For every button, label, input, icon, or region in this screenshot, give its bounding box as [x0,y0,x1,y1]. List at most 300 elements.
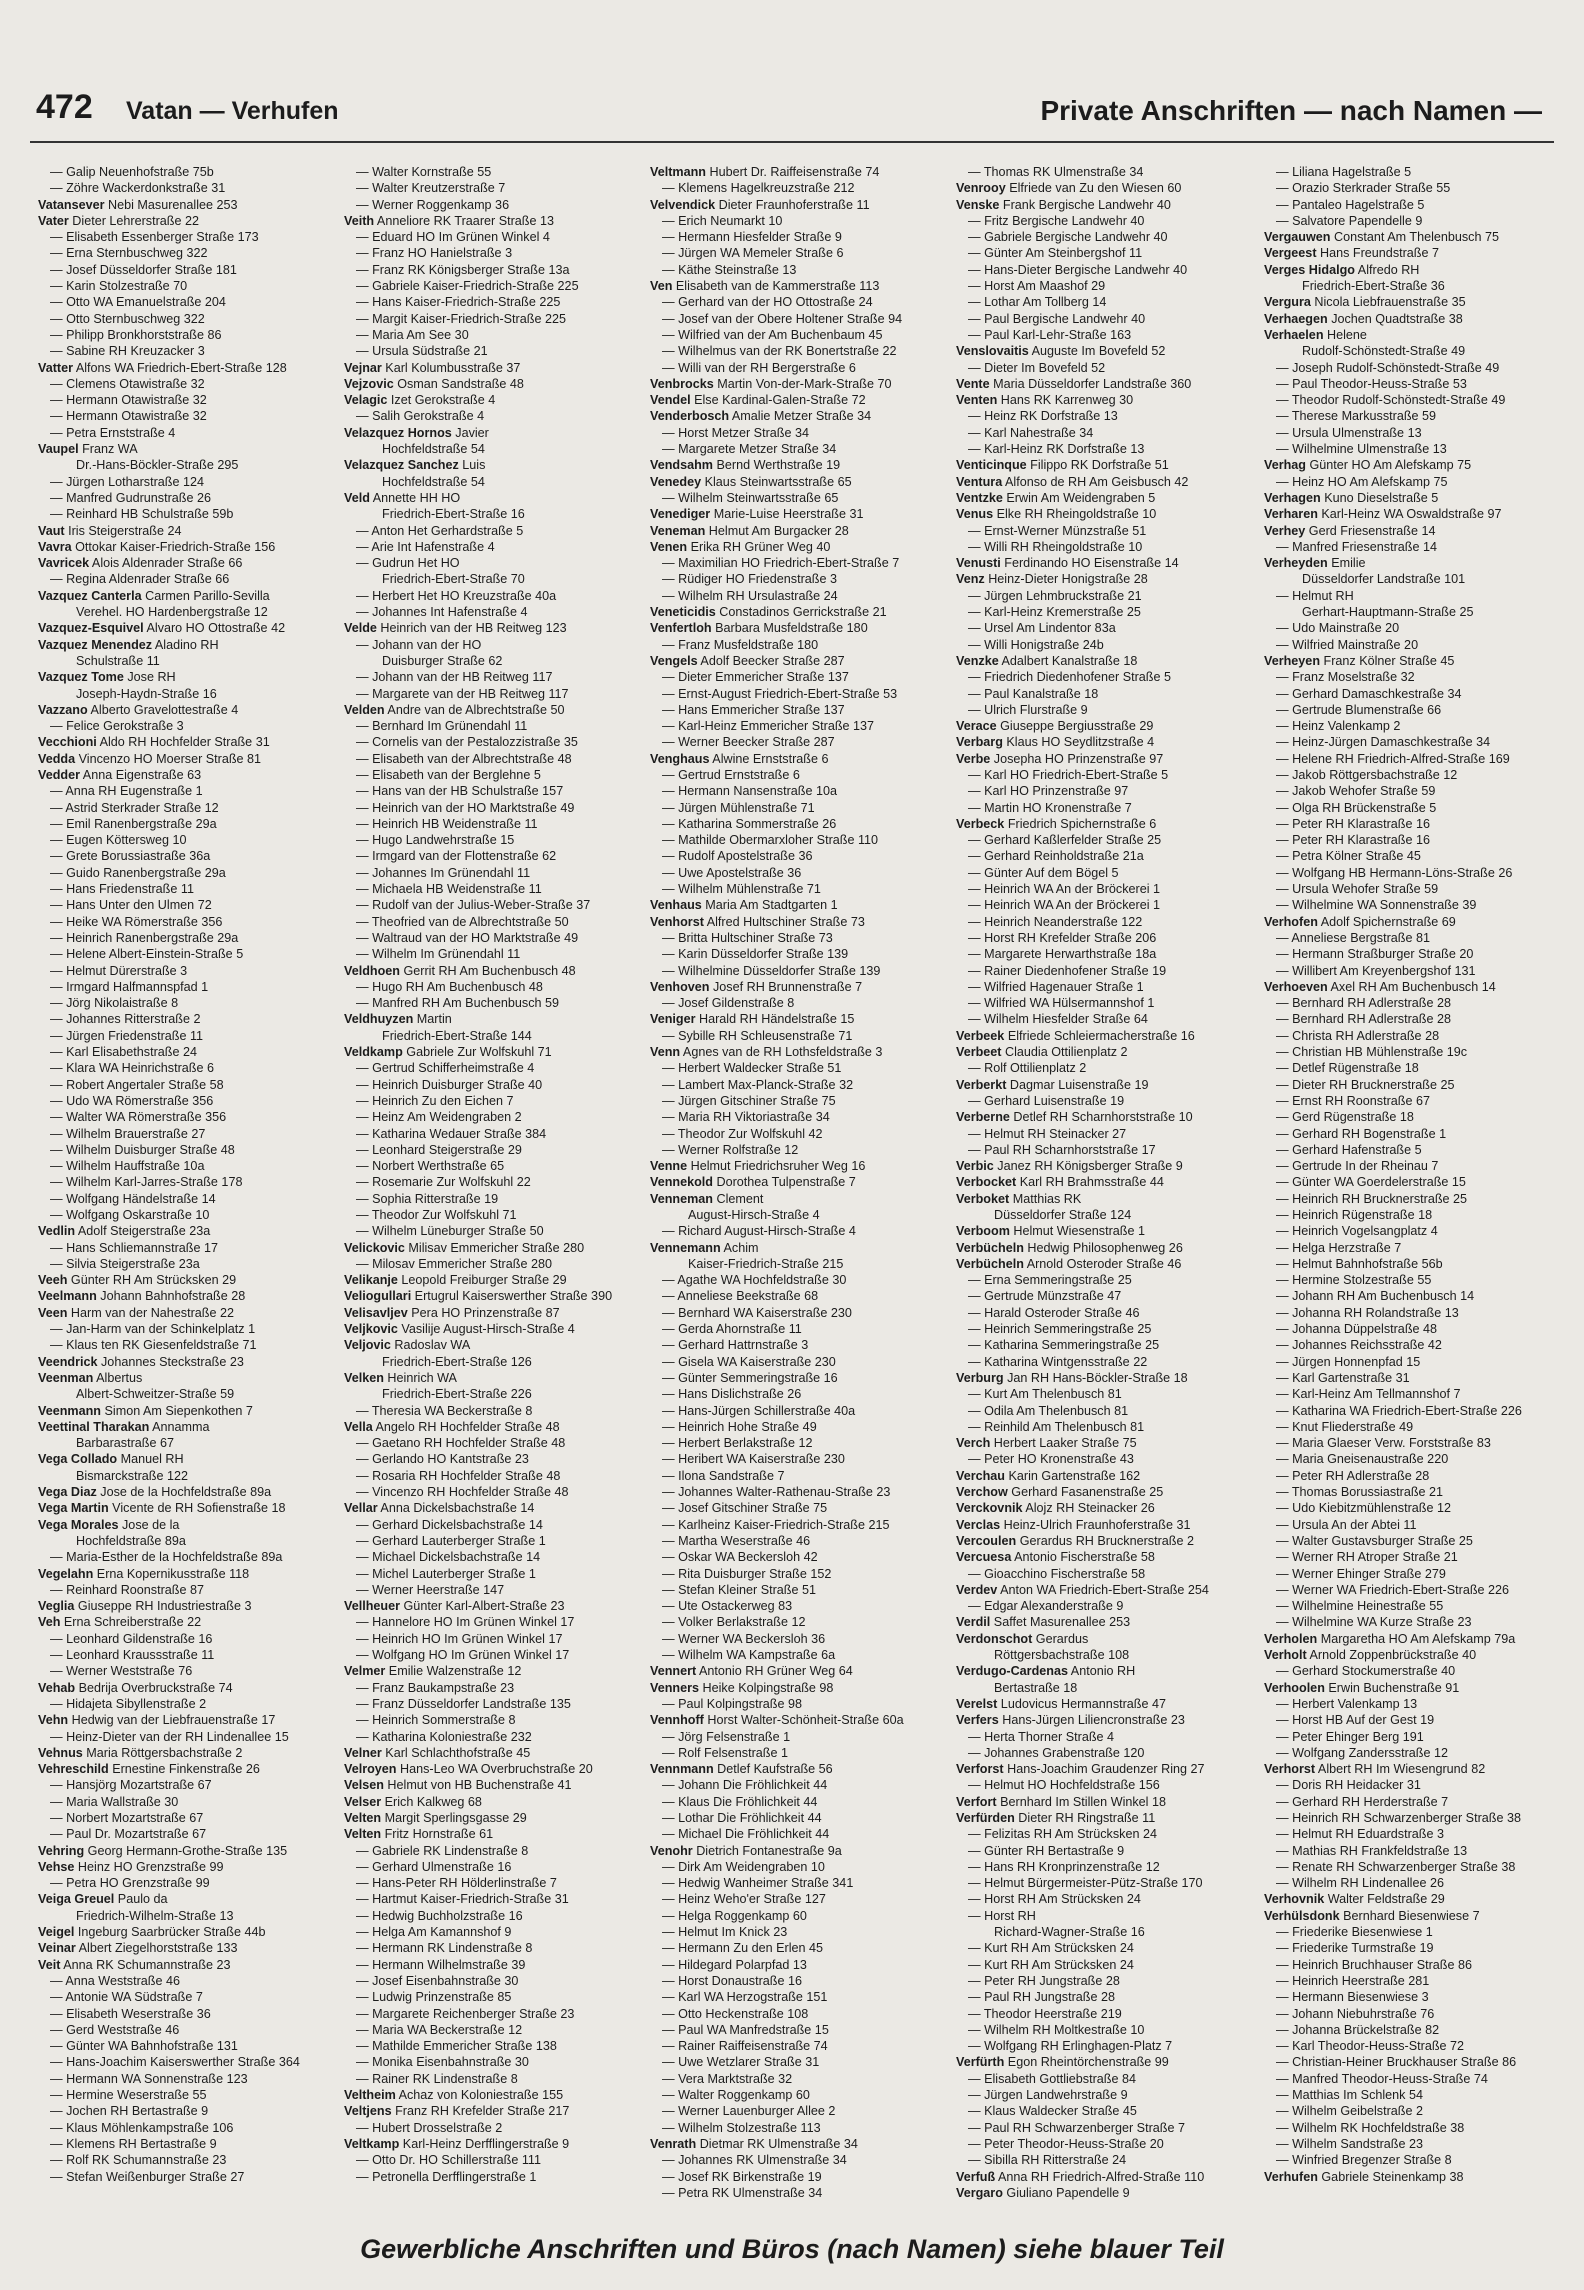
entry-surname: Vennekold [650,1175,713,1190]
directory-entry: Veniger Harald RH Händelstraße 15 [650,1012,855,1027]
directory-entry: Veenmann Simon Am Siepenkothen 7 [38,1403,253,1418]
entry-surname: Veelmann [38,1289,97,1304]
directory-entry: — Gerlando HO Kantstraße 23 [356,1452,529,1467]
directory-entry: Venediger Marie-Luise Heerstraße 31 [650,507,864,522]
directory-entry: — Hermann Otawistraße 32 [50,409,207,424]
directory-entry: — Manfred RH Am Buchenbusch 59 [356,996,560,1011]
directory-entry: — Gerhard Stockumerstraße 40 [1276,1664,1456,1679]
directory-entry: — Wilhelmine Ulmenstraße 13 [1276,442,1447,457]
directory-entry: Veneman Helmut Am Burgacker 28 [650,523,849,538]
entry-surname: Verch [956,1436,991,1451]
directory-entry: Verdev Anton WA Friedrich-Ebert-Straße 254 [956,1582,1209,1597]
entry-surname: Venen [650,539,688,554]
directory-entry: — Gerhard RH Bogenstraße 1 [1276,1126,1447,1141]
directory-entry: — Irmgard Halfmannspfad 1 [50,979,209,994]
directory-entry: Rudolf-Schönstedt-Straße 49 [1302,344,1466,359]
directory-entry: — Helene Albert-Einstein-Straße 5 [50,947,244,962]
entry-surname: Veltmann [650,165,706,179]
directory-entry: — Wilfried WA Hülsermannshof 1 [968,996,1155,1011]
directory-entry: — Karl WA Herzogstraße 151 [662,1990,828,2005]
entry-surname: Vellar [344,1501,378,1516]
entry-surname: Verchow [956,1485,1008,1500]
entry-surname: Verhaelen [1264,327,1324,342]
directory-entry: — Johannes Ritterstraße 2 [50,1012,201,1027]
directory-entry: — Salvatore Papendelle 9 [1276,213,1423,228]
directory-entry: — Hans Kaiser-Friedrich-Straße 225 [356,295,561,310]
entry-surname: Veldkamp [344,1045,403,1060]
entry-surname: Vengels [650,653,698,668]
directory-entry: Vella Angelo RH Hochfelder Straße 48 [344,1419,560,1434]
directory-entry: — Wolfgang Oskarstraße 10 [50,1208,210,1222]
directory-entry: — Elisabeth Gottliebstraße 84 [968,2071,1136,2086]
directory-entry: Velagic Izet Gerokstraße 4 [344,393,496,408]
directory-entry: Vavricek Alois Aldenrader Straße 66 [38,556,243,571]
directory-entry: Gerhart-Hauptmann-Straße 25 [1302,605,1474,620]
directory-entry: — Johanna RH Rolandstraße 13 [1276,1305,1459,1320]
directory-entry: — Anna RH Eugenstraße 1 [50,784,203,799]
directory-entry: — Arie Int Hafenstraße 4 [356,539,495,554]
directory-entry: — Emil Ranenbergstraße 29a [50,816,217,831]
directory-entry: — Wilhelm RH Moltkestraße 10 [968,2022,1145,2037]
entry-surname: Veneman [650,523,706,538]
directory-entry: Kaiser-Friedrich-Straße 215 [688,1256,844,1271]
directory-entry: — Michel Lauterberger Straße 1 [356,1566,536,1581]
directory-entry: — Wilfried van der Am Buchenbaum 45 [662,327,883,342]
directory-entry: Verckovnik Alojz RH Steinacker 26 [956,1501,1155,1516]
directory-entry: Vente Maria Düsseldorfer Landstraße 360 [956,376,1192,391]
entry-surname: Verhufen [1264,2169,1318,2184]
directory-column [650,164,942,2201]
directory-entry: — Heinrich Ranenbergstraße 29a [50,930,239,945]
directory-entry: Verhaelen Helene [1264,327,1367,342]
entry-surname: Vejnar [344,360,382,375]
directory-entry: — Hansjörg Mozartstraße 67 [50,1778,212,1793]
directory-entry: — Christa RH Adlerstraße 28 [1276,1028,1440,1043]
entry-surname: Vazquez-Esquivel [38,621,144,636]
directory-entry: — Margarete Metzer Straße 34 [662,442,837,457]
directory-entry: — Sophia Ritterstraße 19 [356,1191,499,1206]
entry-surname: Velsen [344,1778,384,1793]
directory-entry: Verhey Gerd Friesenstraße 14 [1264,523,1436,538]
directory-entry: — Jürgen Lehmbruckstraße 21 [968,588,1142,603]
directory-entry: Verchau Karin Gartenstraße 162 [956,1468,1141,1483]
directory-entry: Velvendick Dieter Fraunhoferstraße 11 [650,197,870,212]
entry-surname: Vega Diaz [38,1485,97,1500]
directory-entry: — Karl HO Friedrich-Ebert-Straße 5 [968,767,1169,782]
directory-entry: Verforst Hans-Joachim Graudenzer Ring 27 [956,1762,1205,1777]
directory-entry: Verch Herbert Laaker Straße 75 [956,1436,1137,1451]
directory-entry: — Heinrich Bruchhauser Straße 86 [1276,1957,1472,1972]
directory-entry: — Petronella Derfflingerstraße 1 [356,2169,537,2184]
directory-entry: — Horst RH [968,1908,1036,1923]
entry-surname: Vehse [38,1859,75,1874]
entry-surname: Vaut [38,523,65,538]
entry-surname: Verhoolen [1264,1680,1325,1695]
directory-entry: — Werner Beecker Straße 287 [662,735,835,750]
directory-entry: — Gerd Rügenstraße 18 [1276,1110,1414,1125]
directory-entry: — Paul Theodor-Heuss-Straße 53 [1276,376,1467,391]
directory-entry: Vellar Anna Dickelsbachstraße 14 [344,1501,535,1516]
directory-entry: — Hedwig Wanheimer Straße 341 [662,1876,854,1891]
directory-entry: Verdonschot Gerardus [956,1631,1089,1646]
directory-entry: — Heinrich HO Im Grünen Winkel 17 [356,1631,563,1646]
directory-entry: — Jörg Nikolaistraße 8 [50,996,179,1011]
entry-surname: Veltkamp [344,2136,400,2151]
entry-surname: Verdil [956,1615,991,1630]
directory-entry: Veettinal Tharakan Annamma [38,1419,210,1434]
directory-entry: Vehn Hedwig van der Liebfrauenstraße 17 [38,1713,276,1728]
directory-entry: — Felizitas RH Am Strücksken 24 [968,1827,1157,1842]
directory-entry: — Lambert Max-Planck-Straße 32 [662,1077,854,1092]
directory-entry: Vendel Else Kardinal-Galen-Straße 72 [650,393,866,408]
directory-entry: — Maria Wallstraße 30 [50,1794,179,1809]
directory-entry: — Walter Roggenkamp 60 [662,2088,810,2103]
entry-surname: Velagic [344,393,388,408]
directory-entry: — Volker Berlakstraße 12 [662,1615,806,1630]
directory-entry: Verace Giuseppe Bergiusstraße 29 [956,719,1154,734]
directory-entry: — Wilhelm Brauerstraße 27 [50,1126,206,1141]
directory-entry: Vercoulen Gerardus RH Brucknerstraße 2 [956,1533,1194,1548]
directory-entry: — Herbert Berlakstraße 12 [662,1436,813,1451]
directory-entry: — Rolf Felsenstraße 1 [662,1745,788,1760]
directory-entry: Vecchioni Aldo RH Hochfelder Straße 31 [38,735,270,750]
directory-entry: — Johann van der HO [356,637,482,652]
directory-entry: Verdil Saffet Masurenallee 253 [956,1615,1131,1630]
entry-surname: Vaupel [38,442,79,457]
directory-entry: — Wilhelm Sandstraße 23 [1276,2136,1423,2151]
directory-entry: — Paul Kolpingstraße 98 [662,1696,803,1711]
directory-entry: — Lothar Am Tollberg 14 [968,295,1107,310]
directory-entry: — Gertrud Ernststraße 6 [662,767,800,782]
entry-surname: Verckovnik [956,1501,1023,1516]
directory-entry: Veltheim Achaz von Koloniestraße 155 [344,2088,564,2103]
entry-surname: Vecchioni [38,735,97,750]
entry-surname: Venrath [650,2136,697,2151]
directory-entry: — Horst RH Krefelder Straße 206 [968,930,1157,945]
directory-entry: Friedrich-Ebert-Straße 16 [382,507,525,522]
entry-surname: Veinar [38,1941,76,1956]
directory-entry: Hochfeldstraße 54 [382,474,485,489]
directory-entry: — Uwe Apostelstraße 36 [662,865,802,880]
directory-entry: — Jürgen Gitschiner Straße 75 [662,1093,836,1108]
entry-surname: Velken [344,1370,384,1385]
directory-entry: — Paul RH Schwarzenberger Straße 7 [968,2120,1185,2135]
directory-entry: — Heike WA Römerstraße 356 [50,914,223,929]
directory-entry: — Hermann RK Lindenstraße 8 [356,1941,533,1956]
directory-entry: — Helga Am Kamannshof 9 [356,1925,512,1940]
directory-entry: — Josef Gitschiner Straße 75 [662,1501,828,1516]
directory-entry: Venzke Adalbert Kanalstraße 18 [956,653,1138,668]
directory-entry: — Peter Theodor-Heuss-Straße 20 [968,2136,1164,2151]
directory-entry: Vedda Vincenzo HO Moerser Straße 81 [38,751,262,766]
entry-surname: Vatter [38,360,74,375]
directory-entry: — Hermine Stolzestraße 55 [1276,1273,1432,1288]
directory-entry: Venrath Dietmar RK Ulmenstraße 34 [650,2136,858,2151]
directory-column [344,164,636,2185]
directory-entry: — Johannes Int Hafenstraße 4 [356,605,528,620]
directory-entry: — Maria Glaeser Verw. Forststraße 83 [1276,1436,1491,1451]
directory-entry: — Hidajeta Sibyllenstraße 2 [50,1696,207,1711]
directory-entry: — Werner RH Atroper Straße 21 [1276,1550,1458,1565]
directory-entry: — Anton Het Gerhardstraße 5 [356,523,524,538]
directory-column [956,164,1248,2201]
directory-entry: — Eduard HO Im Grünen Winkel 4 [356,230,550,245]
directory-entry: — Robert Angertaler Straße 58 [50,1077,224,1092]
directory-entry: — Orazio Sterkrader Straße 55 [1276,181,1451,196]
entry-surname: Venslovaitis [956,344,1029,359]
directory-entry: — Karl Theodor-Heuss-Straße 72 [1276,2039,1465,2054]
directory-entry: — Helene RH Friedrich-Alfred-Straße 169 [1276,751,1510,766]
directory-entry: — Helmut Dürerstraße 3 [50,963,188,978]
directory-entry: — Ernst-Werner Münzstraße 51 [968,523,1147,538]
directory-entry: Velser Erich Kalkweg 68 [344,1794,482,1809]
directory-entry: — Josef Eisenbahnstraße 30 [356,1973,519,1988]
entry-surname: Vennemann [650,1240,721,1255]
directory-entry: — Peter Ehinger Berg 191 [1276,1729,1424,1744]
directory-entry: — Klemens RH Bertastraße 9 [50,2136,217,2151]
directory-entry: — Hermann Straßburger Straße 20 [1276,947,1474,962]
directory-entry: — Milosav Emmericher Straße 280 [356,1256,552,1271]
directory-entry: — Zöhre Wackerdonkstraße 31 [50,181,226,196]
directory-entry: Veiga Greuel Paulo da [38,1892,168,1907]
directory-entry: Verfürth Egon Rheintörchenstraße 99 [956,2055,1169,2070]
entry-surname: Veljkovic [344,1322,398,1337]
entry-surname: Venten [956,393,998,408]
directory-entry: — Hans Unter den Ulmen 72 [50,898,212,913]
entry-surname: Velickovic [344,1240,405,1255]
entry-surname: Vedda [38,751,76,766]
page-number: 472 [36,88,93,126]
entry-surname: Veen [38,1305,68,1320]
directory-entry: — Karl-Heinz Emmericher Straße 137 [662,719,875,734]
directory-entry: — Heinz-Jürgen Damaschkestraße 34 [1276,735,1491,750]
directory-entry: — Johann van der HB Reitweg 117 [356,670,553,685]
header-left-title: Vatan — Verhufen [126,97,339,125]
directory-entry: — Rita Duisburger Straße 152 [662,1566,832,1581]
directory-entry: — Paul WA Manfredstraße 15 [662,2022,829,2037]
directory-entry: — Paul Dr. Mozartstraße 67 [50,1827,207,1842]
directory-entry: — Helmut HO Hochfeldstraße 156 [968,1778,1160,1793]
directory-entry: Venedey Klaus Steinwartsstraße 65 [650,474,852,489]
entry-surname: Verburg [956,1370,1004,1385]
entry-surname: Veldhoen [344,963,400,978]
directory-entry: Vavra Ottokar Kaiser-Friedrich-Straße 156 [38,539,276,554]
directory-entry: Veglia Giuseppe RH Industriestraße 3 [38,1599,252,1614]
directory-entry: — Therese Markusstraße 59 [1276,409,1437,424]
directory-entry: Verhofen Adolf Spichernstraße 69 [1264,914,1456,929]
directory-entry: — Oskar WA Beckersloh 42 [662,1550,818,1565]
entry-surname: Verharen [1264,507,1318,522]
directory-entry: — Gabriele Bergische Landwehr 40 [968,230,1168,245]
entry-surname: Verfürth [956,2055,1005,2070]
directory-entry: — Theodor Rudolf-Schönstedt-Straße 49 [1276,393,1506,408]
directory-entry: Vazquez Menendez Aladino RH [38,637,219,652]
directory-entry: — Gertrude Münzstraße 47 [968,1289,1122,1304]
directory-entry: — Hermine Weserstraße 55 [50,2088,207,2103]
directory-entry: — Astrid Sterkrader Straße 12 [50,800,219,815]
directory-entry: — Wolfgang RH Erlinghagen-Platz 7 [968,2039,1173,2054]
directory-entry: Venhaus Maria Am Stadtgarten 1 [650,898,838,913]
directory-entry: — Margarete Herwarthstraße 18a [968,947,1157,962]
entry-surname: Venbrocks [650,376,714,391]
directory-entry: Verberkt Dagmar Luisenstraße 19 [956,1077,1149,1092]
entry-surname: Vehab [38,1680,76,1695]
directory-entry: Vergeest Hans Freundstraße 7 [1264,246,1440,261]
directory-entry: — Otto Heckenstraße 108 [662,2006,809,2021]
directory-entry: — Heinz Weho'er Straße 127 [662,1892,826,1907]
directory-entry: — Odila Am Thelenbusch 81 [968,1403,1129,1418]
directory-entry: — Reinhard Roonstraße 87 [50,1582,205,1597]
entry-surname: Verheyden [1264,556,1328,571]
directory-entry: — Sabine RH Kreuzacker 3 [50,344,205,359]
directory-entry: — Wilhelmine WA Kurze Straße 23 [1276,1615,1472,1630]
directory-entry: — Helmut RH Eduardstraße 3 [1276,1827,1444,1842]
directory-entry: Vennhoff Horst Walter-Schönheit-Straße 60a [650,1713,904,1728]
directory-entry: Venrooy Elfriede van Zu den Wiesen 60 [956,181,1182,196]
directory-entry: — Ute Ostackerweg 83 [662,1599,793,1614]
directory-entry: — Hans Schliemannstraße 17 [50,1240,218,1255]
directory-entry: — Wilhelm Karl-Jarres-Straße 178 [50,1175,243,1190]
directory-entry: — Gerhard Ulmenstraße 16 [356,1859,512,1874]
directory-entry: — Antonie WA Südstraße 7 [50,1990,203,2005]
directory-entry: — Hannelore HO Im Grünen Winkel 17 [356,1615,575,1630]
directory-entry: Verbic Janez RH Königsberger Straße 9 [956,1159,1183,1174]
directory-entry: — Gertrud Schifferheimstraße 4 [356,1061,535,1076]
directory-entry: Vedder Anna Eigenstraße 63 [38,767,202,782]
entry-surname: Venedey [650,474,702,489]
directory-entry: — Gerhard Damaschkestraße 34 [1276,686,1462,701]
directory-entry: — Heinrich WA An der Bröckerei 1 [968,882,1161,897]
entry-surname: Vennhoff [650,1713,704,1728]
directory-entry: — Richard August-Hirsch-Straße 4 [662,1224,856,1239]
directory-entry: Vendsahm Bernd Werthstraße 19 [650,458,841,473]
directory-entry: Vazquez-Esquivel Alvaro HO Ottostraße 42 [38,621,286,636]
directory-entry: Vennekold Dorothea Tulpenstraße 7 [650,1175,856,1190]
directory-entry: — Heinrich Rügenstraße 18 [1276,1208,1433,1222]
footer-note: Gewerbliche Anschriften und Büros (nach Namen) siehe blauer Teil [360,2234,1224,2264]
directory-entry: Veldhuyzen Martin [344,1012,452,1027]
directory-entry: — Klaus Waldecker Straße 45 [968,2104,1137,2119]
directory-entry: — Franz Musfeldstraße 180 [662,637,819,652]
directory-entry: — Paul Kanalstraße 18 [968,686,1099,701]
entry-surname: Velvendick [650,197,716,212]
directory-entry: — Jürgen WA Memeler Straße 6 [662,246,844,261]
directory-entry: Venus Elke RH Rheingoldstraße 10 [956,507,1157,522]
directory-entry: Verberne Detlef RH Scharnhorststraße 10 [956,1110,1193,1125]
entry-surname: Veldhuyzen [344,1012,414,1027]
entry-surname: Velisavljev [344,1305,408,1320]
directory-entry: Venske Frank Bergische Landwehr 40 [956,197,1171,212]
directory-entry: — Wolfgang HB Hermann-Löns-Straße 26 [1276,865,1513,880]
directory-entry: — Horst HB Auf der Gest 19 [1276,1713,1435,1728]
entry-surname: Vercoulen [956,1533,1017,1548]
directory-entry: Vellheuer Günter Karl-Albert-Straße 23 [344,1599,565,1614]
directory-entry: — Gerhard RH Herderstraße 7 [1276,1794,1449,1809]
directory-entry: — Franz Düsseldorfer Landstraße 135 [356,1696,571,1711]
directory-entry: — Klara WA Heinrichstraße 6 [50,1061,215,1076]
directory-entry: — Karlheinz Kaiser-Friedrich-Straße 215 [662,1517,890,1532]
directory-entry: Venz Heinz-Dieter Honigstraße 28 [956,572,1148,587]
directory-entry: Verheyen Franz Kölner Straße 45 [1264,653,1455,668]
directory-entry: Velazquez Hornos Javier [344,425,489,440]
directory-entry: Verburg Jan RH Hans-Böckler-Straße 18 [956,1370,1188,1385]
directory-entry: — Detlef Rügenstraße 18 [1276,1061,1419,1076]
directory-entry: Verhaegen Jochen Quadtstraße 38 [1264,311,1463,326]
directory-entry: — Hugo RH Am Buchenbusch 48 [356,979,543,994]
directory-entry: Vejnar Karl Kolumbusstraße 37 [344,360,521,375]
directory-entry: Vennemann Achim [650,1240,759,1255]
directory-entry: — Waltraud van der HO Marktstraße 49 [356,930,579,945]
entry-surname: Veiga Greuel [38,1892,115,1907]
directory-entry: — Galip Neuenhofstraße 75b [50,165,214,179]
directory-entry: Friedrich-Ebert-Straße 144 [382,1028,532,1043]
directory-entry: — Maria-Esther de la Hochfeldstraße 89a [50,1550,283,1565]
entry-surname: Vazquez Menendez [38,637,153,652]
directory-entry: — Hugo Landwehrstraße 15 [356,833,515,848]
directory-entry: — Paul RH Jungstraße 28 [968,1990,1115,2005]
directory-entry: — Hedwig Buchholzstraße 16 [356,1908,523,1923]
directory-entry: — Gerhard Lauterberger Straße 1 [356,1533,546,1548]
directory-entry: — Josef van der Obere Holtener Straße 94 [662,311,903,326]
entry-surname: Veeh [38,1273,68,1288]
entry-surname: Verhag [1264,458,1306,473]
directory-entry: — Ursula Wehofer Straße 59 [1276,882,1439,897]
directory-entry: Venn Agnes van de RH Lothsfeldstraße 3 [650,1045,883,1060]
directory-entry: — Willibert Am Kreyenbergshof 131 [1276,963,1476,978]
directory-entry: Velmer Emilie Walzenstraße 12 [344,1664,522,1679]
entry-surname: Veneticidis [650,605,716,620]
directory-entry: — Bernhard Im Grünendahl 11 [356,719,528,734]
directory-entry: — Wilhelm Duisburger Straße 48 [50,1142,235,1157]
directory-entry: — Franz Moselstraße 32 [1276,670,1415,685]
directory-entry: — Wolfgang Händelstraße 14 [50,1191,216,1206]
directory-entry: Venneman Clement [650,1191,764,1206]
directory-entry: — Günter Auf dem Bögel 5 [968,865,1119,880]
directory-entry: Vennmann Detlef Kaufstraße 56 [650,1762,833,1777]
directory-entry: — Ernst RH Roonstraße 67 [1276,1093,1430,1108]
entry-surname: Ventzke [956,490,1003,505]
directory-entry: — Günter Am Steinbergshof 11 [968,246,1143,261]
directory-entry: — Manfred Friesenstraße 14 [1276,539,1437,554]
entry-surname: Verholen [1264,1631,1318,1646]
directory-entry: — Hermann Zu den Erlen 45 [662,1941,824,1956]
directory-entry: Velikanje Leopold Freiburger Straße 29 [344,1273,567,1288]
directory-entry: — Wilhelm Hiesfelder Straße 64 [968,1012,1148,1027]
entry-surname: Verdonschot [956,1631,1033,1646]
entry-surname: Verbe [956,751,991,766]
directory-entry: — Bernhard RH Adlerstraße 28 [1276,996,1451,1011]
directory-entry: — Ernst-August Friedrich-Ebert-Straße 53 [662,686,898,701]
directory-entry: — Helga Herzstraße 7 [1276,1240,1402,1255]
directory-entry: — Elisabeth van der Albrechtstraße 48 [356,751,572,766]
directory-entry: — Günter Semmeringstraße 16 [662,1370,838,1385]
directory-entry: — Jürgen Mühlenstraße 71 [662,800,815,815]
directory-entry: Veneticidis Constadinos Gerrickstraße 21 [650,605,887,620]
directory-entry: — Helmut RH Steinacker 27 [968,1126,1127,1141]
directory-entry: — Wilhelm Stolzestraße 113 [662,2120,821,2135]
directory-entry: Velde Heinrich van der HB Reitweg 123 [344,621,567,636]
directory-entry: Verhoeven Axel RH Am Buchenbusch 14 [1264,979,1496,994]
directory-entry: — Karl Gartenstraße 31 [1276,1370,1410,1385]
directory-entry: — Werner Heerstraße 147 [356,1582,505,1597]
entry-surname: Venohr [650,1843,693,1858]
entry-surname: Vater [38,213,69,228]
directory-entry: — Udo Mainstraße 20 [1276,621,1400,636]
entry-surname: Veld [344,490,370,505]
directory-entry: Verharen Karl-Heinz WA Oswaldstraße 97 [1264,507,1502,522]
directory-entry: — Kurt Am Thelenbusch 81 [968,1387,1122,1402]
directory-entry: — Monika Eisenbahnstraße 30 [356,2055,529,2070]
